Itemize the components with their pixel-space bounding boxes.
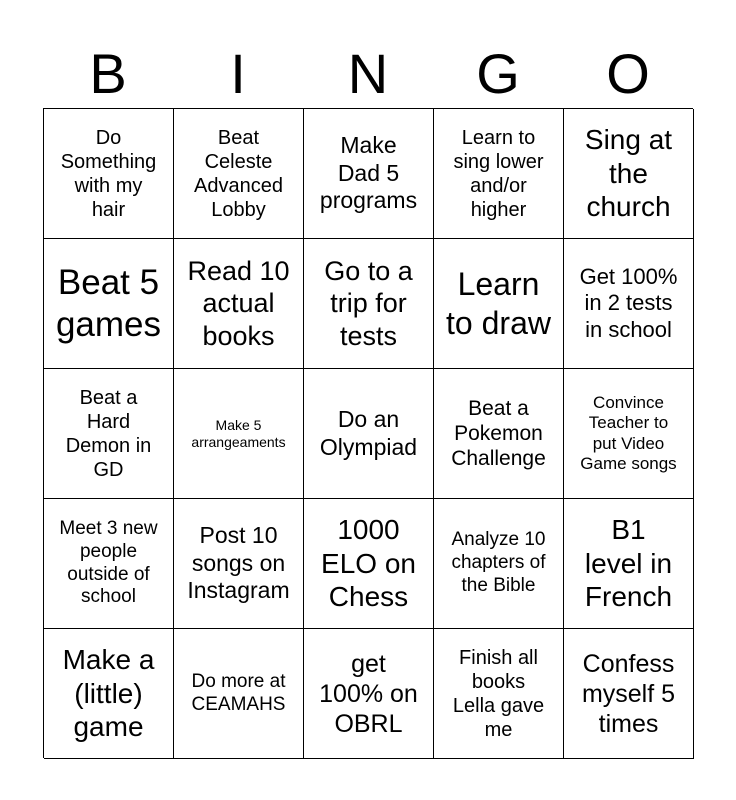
header-letter: O: [606, 42, 650, 105]
bingo-cell[interactable]: Learn to sing lower and/or higher: [434, 109, 564, 239]
bingo-cell[interactable]: Analyze 10 chapters of the Bible: [434, 499, 564, 629]
bingo-cell[interactable]: Do Something with my hair: [44, 109, 174, 239]
bingo-cell[interactable]: Do more at CEAMAHS: [174, 629, 304, 759]
bingo-cell[interactable]: Finish all books Lella gave me: [434, 629, 564, 759]
bingo-cell[interactable]: Go to a trip for tests: [304, 239, 434, 369]
bingo-cell[interactable]: Sing at the church: [564, 109, 694, 239]
bingo-cell[interactable]: Convince Teacher to put Video Game songs: [564, 369, 694, 499]
header-letter: B: [89, 42, 127, 105]
header-letter: G: [476, 42, 520, 105]
bingo-cell[interactable]: Meet 3 new people outside of school: [44, 499, 174, 629]
bingo-cell[interactable]: Beat Celeste Advanced Lobby: [174, 109, 304, 239]
bingo-cell[interactable]: Beat a Hard Demon in GD: [44, 369, 174, 499]
bingo-cell[interactable]: Beat a Pokemon Challenge: [434, 369, 564, 499]
bingo-cell[interactable]: Learn to draw: [434, 239, 564, 369]
bingo-cell[interactable]: Make Dad 5 programs: [304, 109, 434, 239]
bingo-cell[interactable]: Post 10 songs on Instagram: [174, 499, 304, 629]
bingo-cell[interactable]: Make 5 arrangeaments: [174, 369, 304, 499]
header-letter: I: [230, 42, 246, 105]
bingo-header: [43, 40, 693, 108]
bingo-cell[interactable]: Confess myself 5 times: [564, 629, 694, 759]
bingo-cell[interactable]: get 100% on OBRL: [304, 629, 434, 759]
bingo-cell[interactable]: 1000 ELO on Chess: [304, 499, 434, 629]
bingo-cell[interactable]: B1 level in French: [564, 499, 694, 629]
bingo-cell[interactable]: Read 10 actual books: [174, 239, 304, 369]
bingo-cell[interactable]: Do an Olympiad: [304, 369, 434, 499]
header-letter: N: [347, 42, 389, 105]
bingo-board: [43, 108, 693, 758]
bingo-cell[interactable]: Beat 5 games: [44, 239, 174, 369]
bingo-cell[interactable]: Make a (little) game: [44, 629, 174, 759]
bingo-cell[interactable]: Get 100% in 2 tests in school: [564, 239, 694, 369]
